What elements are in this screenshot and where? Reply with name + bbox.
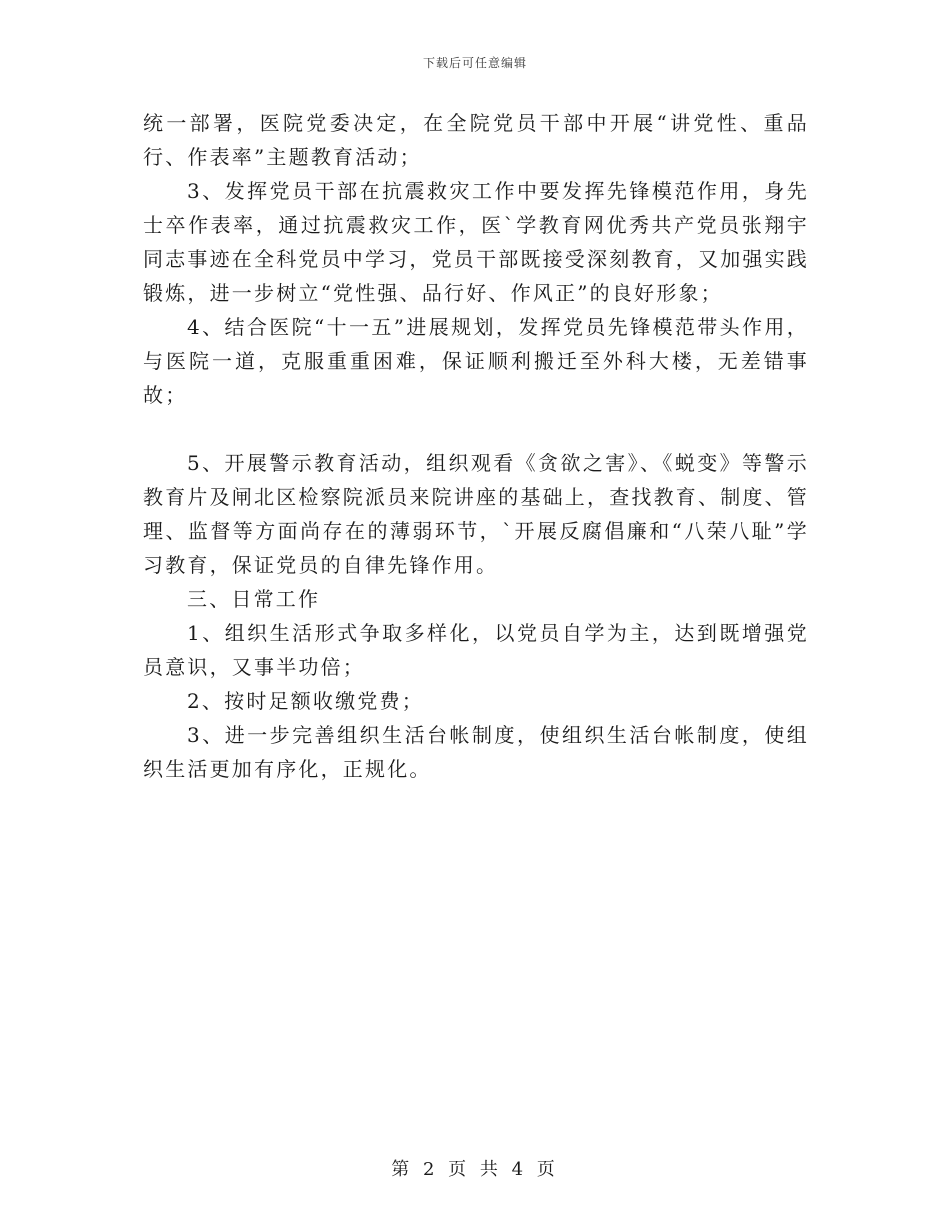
paragraph-item-4: 4、结合医院“十一五”进展规划，发挥党员先锋模范带头作用，与医院一道，克服重重困难，保证顺利搬迁至外科大楼，无差错事故；: [143, 315, 809, 407]
section-heading-daily-work: 三、日常工作: [187, 587, 321, 611]
paragraph-item-3: 3、发挥党员干部在抗震救灾工作中要发挥先锋模范作用，身先士卒作表率，通过抗震救灾工作，医`学教育网优秀共产党员张翔宇同志事迹在全科党员中学习，党员干部既接受深刻教育，又加强实践锻炼，进一步树立“党性强、品行好、作风正”的良好形象；: [143, 179, 809, 305]
paragraph-continuation: 统一部署，医院党委决定，在全院党员干部中开展“讲党性、重品行、作表率”主题教育活动；: [143, 111, 809, 169]
page-number: 第 2 页 共 4 页: [391, 1159, 559, 1180]
paragraph-spacer: [143, 412, 809, 446]
header-note: 下载后可任意编辑: [422, 56, 527, 70]
document-body: [143, 106, 809, 786]
paragraph-daily-1: 1、组织生活形式争取多样化，以党员自学为主，达到既增强党员意识，又事半功倍；: [143, 621, 809, 679]
paragraph-item-5: 5、开展警示教育活动，组织观看《贪欲之害》、《蜕变》等警示教育片及闸北区检察院派员来院讲座的基础上，查找教育、制度、管理、监督等方面尚存在的薄弱环节，`开展反腐倡廉和“八荣八耻”学习教育，保证党员的自律先锋作用。: [143, 451, 809, 577]
paragraph-daily-3: 3、进一步完善组织生活台帐制度，使组织生活台帐制度，使组织生活更加有序化，正规化。: [143, 723, 809, 781]
paragraph-daily-2: 2、按时足额收缴党费；: [187, 689, 424, 713]
